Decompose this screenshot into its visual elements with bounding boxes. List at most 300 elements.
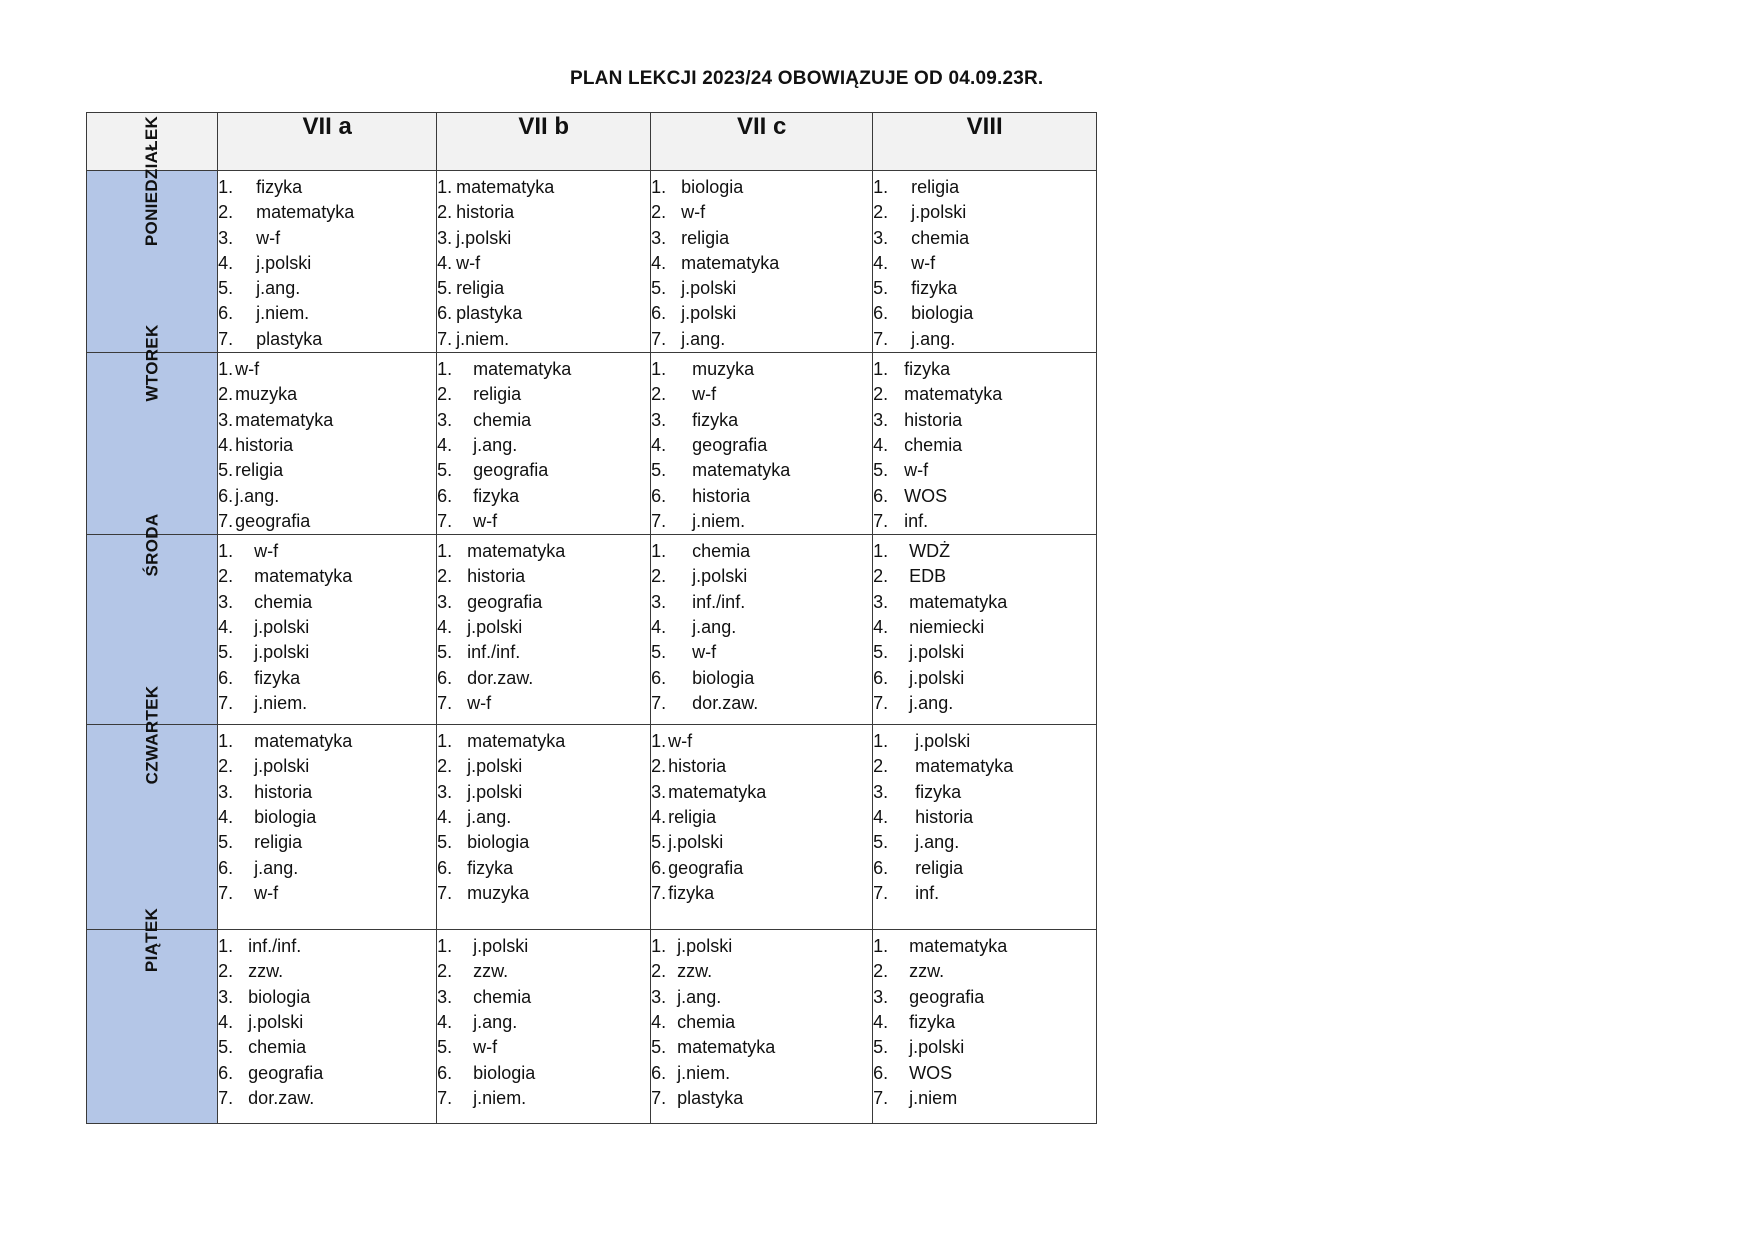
lesson-subject: religia bbox=[473, 384, 522, 405]
lesson-number: 3. bbox=[873, 591, 889, 612]
lesson-subject: historia bbox=[904, 409, 963, 430]
lesson-subject: fizyka bbox=[909, 1012, 956, 1033]
lesson-number: 3. bbox=[437, 781, 453, 802]
class-header: VII c bbox=[651, 113, 873, 171]
lesson-number: 2. bbox=[437, 202, 453, 223]
lesson-number: 6. bbox=[218, 1062, 234, 1083]
lesson-item bbox=[437, 754, 650, 779]
lesson-cell bbox=[218, 725, 437, 930]
lesson-subject: matematyka bbox=[909, 591, 1008, 612]
lesson-subject: j.polski bbox=[681, 303, 737, 324]
lesson-number: 5. bbox=[437, 832, 453, 853]
lesson-subject: dor.zaw. bbox=[692, 692, 759, 713]
lesson-number: 4. bbox=[873, 1012, 889, 1033]
lesson-item bbox=[651, 509, 872, 534]
lesson-subject: muzyka bbox=[692, 359, 755, 380]
lesson-subject: WOS bbox=[909, 1062, 953, 1083]
lesson-number: 2. bbox=[437, 566, 453, 587]
lesson-item bbox=[873, 327, 1096, 352]
lesson-number: 4. bbox=[437, 807, 453, 828]
lesson-number: 2. bbox=[873, 202, 889, 223]
lesson-item bbox=[218, 1061, 436, 1086]
lesson-subject: WOS bbox=[904, 485, 948, 506]
lesson-cell bbox=[218, 171, 437, 353]
lesson-list bbox=[651, 353, 872, 534]
lesson-list bbox=[651, 535, 872, 716]
lesson-item bbox=[651, 276, 872, 301]
lesson-number: 1. bbox=[651, 541, 667, 562]
lesson-item bbox=[218, 357, 436, 382]
lesson-number: 4. bbox=[651, 252, 667, 273]
lesson-number: 1. bbox=[218, 541, 234, 562]
lesson-subject: zzw. bbox=[677, 961, 713, 982]
lesson-item bbox=[873, 590, 1096, 615]
lesson-number: 2. bbox=[651, 384, 667, 405]
lesson-subject: matematyka bbox=[254, 731, 353, 752]
lesson-number: 5. bbox=[218, 1037, 234, 1058]
lesson-subject: j.ang. bbox=[473, 434, 518, 455]
lesson-item bbox=[218, 509, 436, 534]
lesson-subject: matematyka bbox=[677, 1037, 776, 1058]
lesson-number: 3. bbox=[218, 409, 234, 430]
lesson-item bbox=[651, 590, 872, 615]
lesson-item bbox=[437, 327, 650, 352]
lesson-number: 4. bbox=[437, 252, 453, 273]
lesson-cell bbox=[218, 353, 437, 535]
lesson-subject: plastyka bbox=[456, 303, 523, 324]
lesson-item bbox=[218, 780, 436, 805]
lesson-list bbox=[873, 353, 1096, 534]
lesson-number: 4. bbox=[651, 617, 667, 638]
lesson-number: 2. bbox=[218, 756, 234, 777]
lesson-cell bbox=[873, 930, 1097, 1124]
lesson-number: 1. bbox=[437, 177, 453, 197]
lesson-subject: w-f bbox=[467, 692, 492, 713]
lesson-subject: matematyka bbox=[256, 202, 355, 223]
lesson-subject: geografia bbox=[248, 1062, 324, 1083]
lesson-number: 1. bbox=[218, 177, 234, 197]
lesson-item bbox=[651, 729, 872, 754]
lesson-item bbox=[873, 539, 1096, 564]
lesson-subject: j.polski bbox=[677, 936, 733, 957]
lesson-number: 6. bbox=[218, 485, 234, 506]
lesson-item bbox=[218, 1010, 436, 1035]
lesson-item bbox=[651, 856, 872, 881]
lesson-number: 5. bbox=[873, 460, 889, 481]
lesson-list bbox=[218, 930, 436, 1111]
lesson-subject: j.polski bbox=[681, 278, 737, 299]
lesson-item bbox=[218, 691, 436, 716]
lesson-subject: historia bbox=[456, 202, 515, 223]
lesson-subject: biologia bbox=[473, 1062, 536, 1083]
lesson-number: 6. bbox=[218, 667, 234, 688]
lesson-number: 3. bbox=[437, 591, 453, 612]
lesson-number: 7. bbox=[873, 328, 889, 349]
lesson-item bbox=[651, 934, 872, 959]
lesson-list bbox=[437, 725, 650, 906]
lesson-subject: historia bbox=[692, 485, 751, 506]
lesson-item bbox=[651, 408, 872, 433]
lesson-number: 1. bbox=[651, 177, 667, 197]
lesson-list bbox=[873, 725, 1096, 906]
lesson-number: 1. bbox=[437, 936, 453, 957]
lesson-number: 7. bbox=[873, 692, 889, 713]
lesson-number: 7. bbox=[218, 510, 234, 531]
lesson-item bbox=[437, 382, 650, 407]
lesson-subject: chemia bbox=[911, 227, 970, 248]
lesson-subject: w-f bbox=[254, 541, 279, 562]
lesson-item bbox=[873, 985, 1096, 1010]
lesson-subject: j.ang. bbox=[911, 328, 956, 349]
lesson-item bbox=[437, 276, 650, 301]
lesson-number: 4. bbox=[651, 807, 667, 828]
lesson-subject: geografia bbox=[909, 986, 985, 1007]
day-label: PONIEDZIAŁEK bbox=[142, 115, 162, 247]
lesson-cell bbox=[437, 353, 651, 535]
lesson-item bbox=[651, 959, 872, 984]
lesson-item bbox=[437, 509, 650, 534]
lesson-subject: geografia bbox=[473, 460, 549, 481]
lesson-number: 3. bbox=[437, 986, 453, 1007]
lesson-list bbox=[218, 353, 436, 534]
lesson-number: 2. bbox=[873, 384, 889, 405]
lesson-item bbox=[651, 615, 872, 640]
lesson-item bbox=[873, 881, 1096, 906]
day-row bbox=[87, 930, 1097, 1124]
lesson-item bbox=[651, 1035, 872, 1060]
lesson-item bbox=[873, 780, 1096, 805]
lesson-subject: j.ang. bbox=[473, 1012, 518, 1033]
lesson-item bbox=[873, 226, 1096, 251]
lesson-item bbox=[437, 666, 650, 691]
lesson-number: 5. bbox=[651, 1037, 667, 1058]
lesson-item bbox=[873, 830, 1096, 855]
lesson-item bbox=[437, 301, 650, 326]
lesson-item bbox=[873, 433, 1096, 458]
lesson-subject: matematyka bbox=[692, 460, 791, 481]
lesson-number: 3. bbox=[651, 591, 667, 612]
lesson-number: 4. bbox=[218, 252, 234, 273]
lesson-subject: matematyka bbox=[681, 252, 780, 273]
lesson-item bbox=[651, 666, 872, 691]
lesson-subject: j.ang. bbox=[909, 692, 954, 713]
lesson-item bbox=[437, 458, 650, 483]
lesson-subject: j.ang. bbox=[677, 986, 722, 1007]
lesson-subject: w-f bbox=[254, 882, 279, 903]
lesson-item bbox=[437, 1035, 650, 1060]
lesson-item bbox=[873, 1086, 1096, 1111]
lesson-number: 2. bbox=[651, 756, 667, 777]
lesson-number: 6. bbox=[651, 1062, 667, 1083]
lesson-number: 4. bbox=[437, 617, 453, 638]
lesson-subject: muzyka bbox=[467, 882, 530, 903]
lesson-number: 5. bbox=[651, 832, 667, 853]
lesson-subject: w-f bbox=[904, 460, 929, 481]
lesson-subject: fizyka bbox=[467, 857, 514, 878]
day-cell bbox=[87, 324, 218, 535]
lesson-number: 5. bbox=[218, 832, 234, 853]
lesson-subject: dor.zaw. bbox=[467, 667, 534, 688]
lesson-item bbox=[437, 985, 650, 1010]
lesson-item bbox=[218, 985, 436, 1010]
lesson-item bbox=[437, 175, 650, 200]
lesson-number: 6. bbox=[437, 667, 453, 688]
lesson-item bbox=[651, 251, 872, 276]
lesson-number: 1. bbox=[873, 359, 889, 380]
lesson-number: 2. bbox=[218, 384, 234, 405]
lesson-cell bbox=[437, 930, 651, 1124]
lesson-number: 3. bbox=[873, 781, 889, 802]
lesson-number: 7. bbox=[437, 1087, 453, 1108]
lesson-number: 1. bbox=[437, 541, 453, 562]
day-label: WTOREK bbox=[142, 324, 162, 402]
lesson-item bbox=[218, 484, 436, 509]
lesson-number: 4. bbox=[651, 434, 667, 455]
lesson-item bbox=[218, 934, 436, 959]
lesson-number: 4. bbox=[218, 434, 234, 455]
lesson-item bbox=[651, 301, 872, 326]
lesson-item bbox=[651, 382, 872, 407]
lesson-subject: inf. bbox=[904, 510, 929, 531]
lesson-item bbox=[873, 357, 1096, 382]
lesson-subject: geografia bbox=[235, 510, 311, 531]
lesson-number: 2. bbox=[873, 756, 889, 777]
lesson-number: 1. bbox=[218, 359, 234, 380]
lesson-item bbox=[651, 1061, 872, 1086]
lesson-number: 1. bbox=[651, 731, 667, 752]
lesson-number: 2. bbox=[437, 384, 453, 405]
lesson-subject: religia bbox=[681, 227, 730, 248]
lesson-item bbox=[218, 408, 436, 433]
lesson-number: 6. bbox=[437, 485, 453, 506]
lesson-item bbox=[651, 780, 872, 805]
lesson-subject: j.polski bbox=[254, 642, 310, 663]
lesson-number: 3. bbox=[651, 986, 667, 1007]
lesson-subject: j.polski bbox=[909, 1037, 965, 1058]
lesson-subject: j.polski bbox=[668, 832, 724, 853]
lesson-subject: niemiecki bbox=[909, 617, 985, 638]
lesson-number: 5. bbox=[218, 642, 234, 663]
lesson-subject: WDŻ bbox=[909, 541, 951, 562]
lesson-item bbox=[873, 805, 1096, 830]
lesson-item bbox=[437, 408, 650, 433]
lesson-subject: j.polski bbox=[909, 667, 965, 688]
lesson-number: 7. bbox=[437, 510, 453, 531]
lesson-subject: inf. bbox=[915, 882, 940, 903]
lesson-item bbox=[437, 357, 650, 382]
lesson-item bbox=[218, 805, 436, 830]
lesson-item bbox=[437, 564, 650, 589]
lesson-item bbox=[218, 615, 436, 640]
lesson-number: 7. bbox=[651, 692, 667, 713]
lesson-item bbox=[873, 1061, 1096, 1086]
lesson-subject: matematyka bbox=[909, 936, 1008, 957]
lesson-cell bbox=[873, 725, 1097, 930]
lesson-cell bbox=[873, 171, 1097, 353]
lesson-number: 7. bbox=[651, 1087, 667, 1108]
lesson-number: 7. bbox=[651, 510, 667, 531]
lesson-item bbox=[651, 1010, 872, 1035]
lesson-number: 7. bbox=[437, 328, 453, 349]
lesson-number: 3. bbox=[437, 227, 453, 248]
lesson-subject: matematyka bbox=[467, 731, 566, 752]
lesson-subject: fizyka bbox=[911, 278, 958, 299]
lesson-number: 7. bbox=[218, 882, 234, 903]
lesson-subject: EDB bbox=[909, 566, 947, 587]
lesson-item bbox=[218, 564, 436, 589]
lesson-cell bbox=[651, 353, 873, 535]
lesson-number: 4. bbox=[873, 807, 889, 828]
lesson-list bbox=[651, 725, 872, 906]
lesson-subject: matematyka bbox=[473, 359, 572, 380]
lesson-item bbox=[873, 729, 1096, 754]
lesson-item bbox=[651, 691, 872, 716]
lesson-number: 1. bbox=[218, 936, 234, 957]
lesson-item bbox=[218, 856, 436, 881]
lesson-number: 5. bbox=[437, 642, 453, 663]
lesson-subject: chemia bbox=[904, 434, 963, 455]
lesson-number: 3. bbox=[437, 409, 453, 430]
lesson-subject: fizyka bbox=[668, 882, 715, 903]
lesson-number: 2. bbox=[437, 961, 453, 982]
lesson-subject: w-f bbox=[681, 202, 706, 223]
lesson-subject: j.ang. bbox=[235, 485, 280, 506]
lesson-subject: j.polski bbox=[915, 731, 971, 752]
lesson-number: 4. bbox=[218, 807, 234, 828]
lesson-item bbox=[437, 200, 650, 225]
lesson-subject: j.niem. bbox=[677, 1062, 731, 1083]
lesson-number: 7. bbox=[651, 882, 667, 903]
lesson-number: 3. bbox=[218, 986, 234, 1007]
lesson-number: 3. bbox=[873, 986, 889, 1007]
lesson-number: 5. bbox=[873, 1037, 889, 1058]
lesson-cell bbox=[218, 535, 437, 725]
lesson-subject: religia bbox=[254, 832, 303, 853]
lesson-item bbox=[437, 959, 650, 984]
lesson-number: 7. bbox=[437, 882, 453, 903]
lesson-list bbox=[437, 535, 650, 716]
lesson-subject: religia bbox=[915, 857, 964, 878]
lesson-number: 3. bbox=[218, 781, 234, 802]
lesson-item bbox=[437, 590, 650, 615]
lesson-list bbox=[651, 171, 872, 352]
lesson-item bbox=[437, 615, 650, 640]
lesson-item bbox=[437, 1086, 650, 1111]
lesson-item bbox=[651, 1086, 872, 1111]
lesson-subject: j.polski bbox=[254, 756, 310, 777]
lesson-subject: fizyka bbox=[692, 409, 739, 430]
schedule-table bbox=[86, 112, 1097, 1124]
lesson-item bbox=[218, 539, 436, 564]
lesson-item bbox=[218, 327, 436, 352]
lesson-subject: fizyka bbox=[915, 781, 962, 802]
lesson-subject: plastyka bbox=[256, 328, 323, 349]
lesson-item bbox=[873, 276, 1096, 301]
lesson-subject: j.polski bbox=[256, 252, 312, 273]
lesson-subject: religia bbox=[456, 278, 505, 299]
lesson-item bbox=[651, 881, 872, 906]
lesson-subject: dor.zaw. bbox=[248, 1087, 315, 1108]
lesson-number: 5. bbox=[218, 278, 234, 299]
lesson-subject: chemia bbox=[254, 591, 313, 612]
lesson-number: 5. bbox=[873, 642, 889, 663]
lesson-subject: j.polski bbox=[456, 227, 512, 248]
lesson-subject: j.ang. bbox=[915, 832, 960, 853]
lesson-item bbox=[218, 881, 436, 906]
class-header: VIII bbox=[873, 113, 1097, 171]
lesson-subject: chemia bbox=[473, 986, 532, 1007]
lesson-subject: chemia bbox=[248, 1037, 307, 1058]
lesson-item bbox=[437, 881, 650, 906]
lesson-subject: zzw. bbox=[909, 961, 945, 982]
lesson-cell bbox=[873, 535, 1097, 725]
lesson-subject: j.ang. bbox=[692, 617, 737, 638]
lesson-list bbox=[437, 171, 650, 352]
lesson-number: 4. bbox=[651, 1012, 667, 1033]
lesson-subject: muzyka bbox=[235, 384, 298, 405]
lesson-subject: j.ang. bbox=[254, 857, 299, 878]
lesson-number: 3. bbox=[218, 227, 234, 248]
lesson-item bbox=[437, 484, 650, 509]
lesson-item bbox=[437, 640, 650, 665]
lesson-subject: matematyka bbox=[904, 384, 1003, 405]
lesson-subject: biologia bbox=[681, 177, 744, 197]
lesson-item bbox=[873, 691, 1096, 716]
lesson-subject: geografia bbox=[692, 434, 768, 455]
lesson-number: 6. bbox=[873, 667, 889, 688]
lesson-item bbox=[437, 805, 650, 830]
lesson-number: 2. bbox=[873, 961, 889, 982]
lesson-item bbox=[437, 1061, 650, 1086]
lesson-number: 3. bbox=[218, 591, 234, 612]
lesson-number: 5. bbox=[437, 1037, 453, 1058]
lesson-item bbox=[218, 200, 436, 225]
lesson-subject: fizyka bbox=[904, 359, 951, 380]
lesson-number: 3. bbox=[873, 409, 889, 430]
lesson-subject: j.polski bbox=[254, 617, 310, 638]
lesson-number: 2. bbox=[873, 566, 889, 587]
lesson-subject: w-f bbox=[911, 252, 936, 273]
lesson-number: 4. bbox=[218, 617, 234, 638]
lesson-subject: biologia bbox=[248, 986, 311, 1007]
day-cell bbox=[87, 908, 218, 1124]
page-title: PLAN LEKCJI 2023/24 OBOWIĄZUJE OD 04.09.23R. bbox=[570, 68, 1044, 89]
lesson-subject: j.niem. bbox=[256, 303, 310, 324]
lesson-item bbox=[873, 301, 1096, 326]
lesson-item bbox=[651, 226, 872, 251]
lesson-item bbox=[437, 539, 650, 564]
lesson-number: 5. bbox=[873, 278, 889, 299]
lesson-number: 3. bbox=[873, 227, 889, 248]
lesson-list bbox=[218, 535, 436, 716]
lesson-item bbox=[437, 830, 650, 855]
lesson-subject: fizyka bbox=[473, 485, 520, 506]
lesson-number: 2. bbox=[651, 202, 667, 223]
lesson-subject: j.niem. bbox=[692, 510, 746, 531]
lesson-item bbox=[437, 226, 650, 251]
lesson-item bbox=[873, 959, 1096, 984]
lesson-item bbox=[873, 382, 1096, 407]
lesson-number: 1. bbox=[873, 936, 889, 957]
lesson-item bbox=[873, 484, 1096, 509]
lesson-number: 6. bbox=[873, 857, 889, 878]
lesson-number: 6. bbox=[437, 303, 453, 324]
lesson-cell bbox=[651, 725, 873, 930]
lesson-item bbox=[873, 564, 1096, 589]
lesson-item bbox=[437, 856, 650, 881]
lesson-number: 2. bbox=[651, 566, 667, 587]
lesson-item bbox=[437, 433, 650, 458]
